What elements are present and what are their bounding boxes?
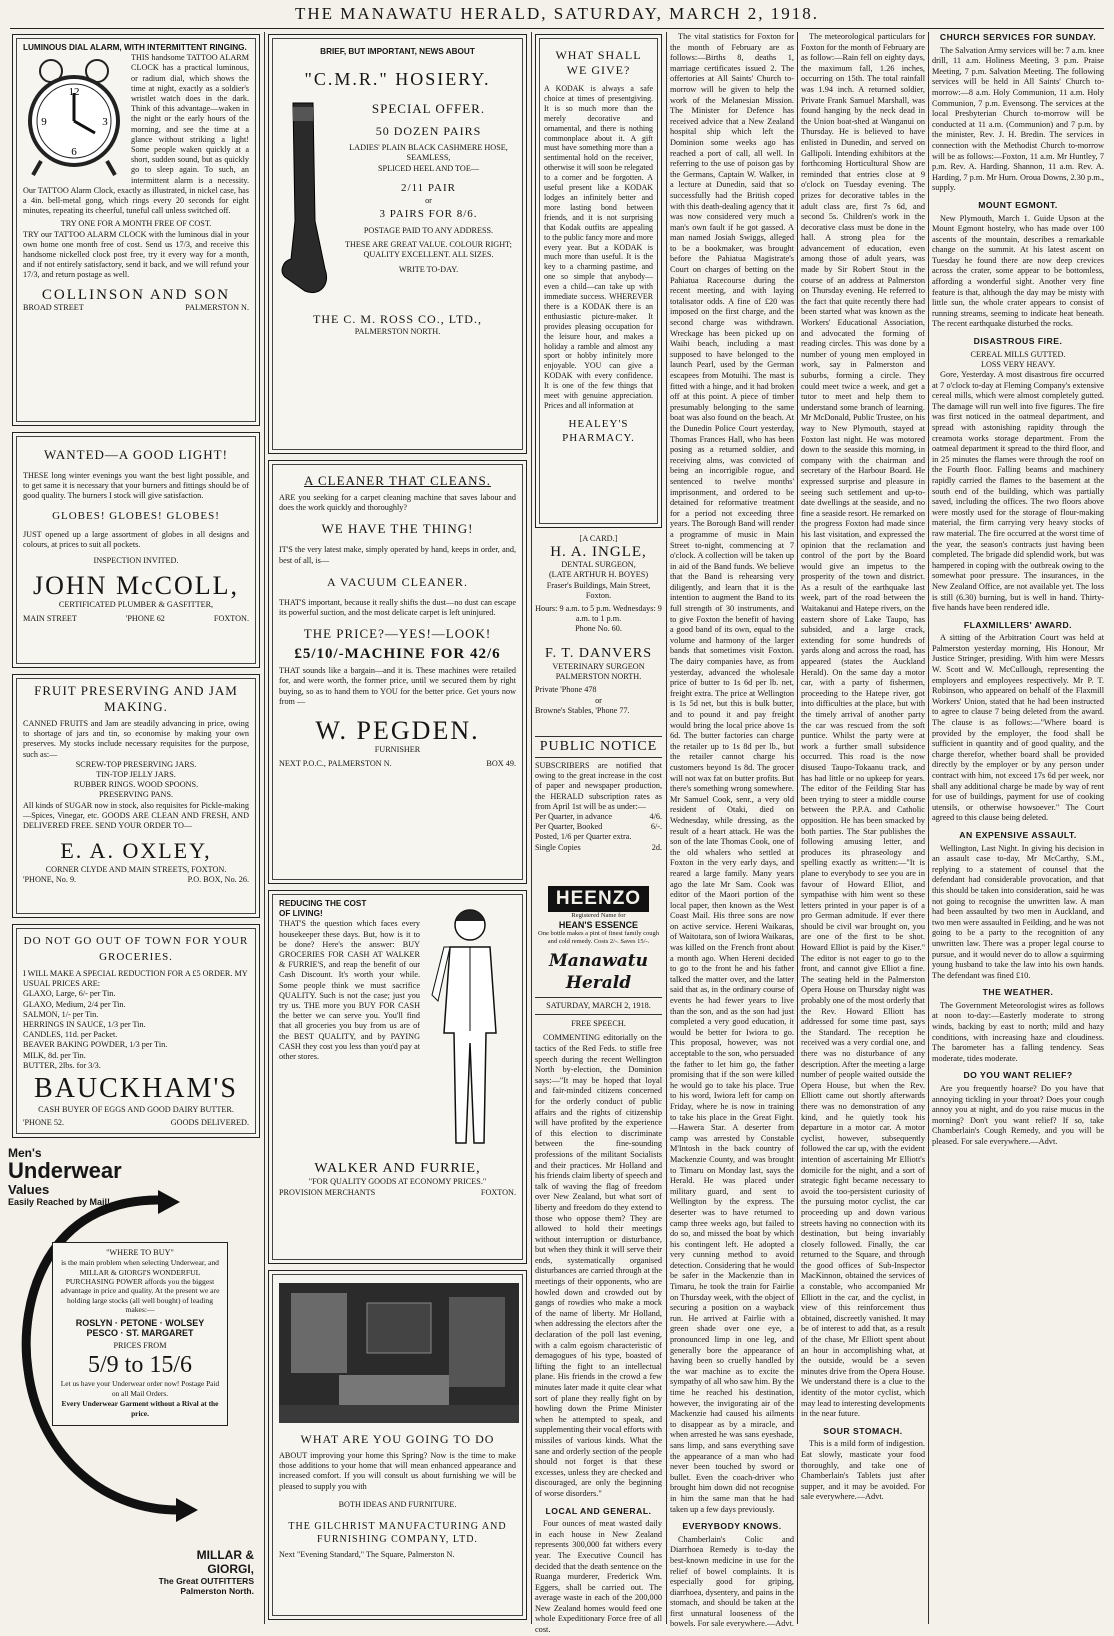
ad-write: WRITE TO-DAY. xyxy=(398,264,459,274)
ad-item: RUBBER RINGS. WOOD SPOONS. xyxy=(73,780,199,790)
price-item: BUTTER, 2lbs. for 3/3. xyxy=(23,1060,101,1070)
relief-body: Are you frequently hoarse? Do you have that annoying tickling in your throat? Does your cough annoy you at night, and do you raise mucus in the morning? Don't you want relief? If so, take Chamberlain's Cough Remedy, and you will be pleased. For sale everywhere.—Advt. xyxy=(932,1084,1104,1146)
svg-text:9: 9 xyxy=(41,116,47,129)
ad-town: FOXTON. xyxy=(213,614,249,624)
stocking-icon xyxy=(279,101,335,301)
ad-name: BAUCKHAM'S xyxy=(34,1073,238,1105)
column-rule xyxy=(264,32,265,1624)
ad-slogan: "FOR QUALITY GOODS AT ECONOMY PRICES." xyxy=(308,1177,487,1187)
ad-item: SCREW-TOP PRESERVING JARS. xyxy=(75,759,197,769)
ad-street: BROAD STREET xyxy=(23,302,84,312)
news-tail: This is a mild form of indigestion. Eat slowly, masticate your food thoroughly, and take one of Chamberlain's Tablets just after supper, and it may be avoided. For sale everywhere.—Advt. xyxy=(801,1439,925,1502)
man-figure-icon xyxy=(424,903,516,1153)
news-body: The meteorological particulars for Foxton for the month of February are as follow:—Rain fell on eighty days, the maximum fall, 1.26 inches, occurring on 15th. The total rainfall was 1.94 inch. A returned soldier, Private Frank Samuel Marshall, was found hanging by the neck dead in the Union boat-shed at Wanganui on Thursday. He is believed to have enlisted in Dunedin, and served on Gallipoli. Intending exhibitors at the forthcoming Horticultural Show are reminded that entries close at 9 o'clock on Tuesday evening. The prizes for decorative tables in the adult class are, first 7s 6d, and second 5s. Children's work in the decorative class must be done in the hall. A strong plea for the advancement of education, even among those of adult years, was made by Sir Robert Stout in the course of an address at Palmerston on Thursday evening. He referred to the fact that quite recently there had been started what was known as the Workers' Educational Association, and advocated the forming of reading circles. This was done by a number of young men employed in work, say in Palmerston and suburbs, forming a circle. They could meet twice a week, and get a tutor to meet and help them to understand some branch of learning. Mr McDonald, Public Trustee, on his way to New Plymouth, stayed at Foxton last night. He was motored down to the seaside this morning, in company with the chairman and secretary of the Harbour Board. He expressed surprise and pleasure in seeing such settlement and up-to-date dwellings at the seaside, and no fine a seaside resort. He remarked on the progress Foxton had made since his last visitation, and expressed the opinion that the reclamation and control of the port by the Board would give an impetus to the prosperity of the town and district. As a result of the earthquake last week, part of the road between the Waitakanui and Hatepe rivers, on the eastern shore of Lake Taupo, has subsided, and a large crack, extending for some hundreds of yards along and across the road, has appeared (states the Auckland Herald). On the same day a motor car, with a party of fishermen, proceeding to the Hatepe river, got into difficulties at the place, but with the timely arrival of another party the car was rescued from the soft puntice. Whilst the party were at work a further small subsidence occurred. This road is the now disused Taupo-Tokaanu track, and has had little or no upkeep for years. The editor of the Feilding Star has been trying to steer a middle course between the P.P.A. and Catholic opposition. He has been smacked by both parties. The Star publishes the following amusing letter, and produces its phraseology and spelling exactly as written:—"It is plane to everybody to see you are in favour of Howard Elliot, and sympathise with him went so these letters printed in your paper is of a pro German admitude. If ever there should be civil war brought on, you are one of the first to be shot. Howard Elliot is paid by the Kiser." The editor is not eager to go to the front, and cannot give Elliot a fine. The seating held in the Palmerston Opera House on Thursday night was probably one of the most orderly that the Rev. Howard Elliott has addressed for some time past, says the Standard. The reception he received was a very cordial one, and there was no disturbance of any description. After the meeting a large number of people waited outside the Opera House, but when the Rev. Elliott came out shortly afterwards there was no demonstration of any kind, and he quietly took his departure in a motor car. A motor cyclist, however, subsequently followed the car up, with the evident intention of ascertaining Mr Elliott's domicile for the night, and a sort of strategic fight became necessary to avoid the too-persistent curiosity of the pursuing motor cyclist, the car proceeding up and down various streets having no connection with its destination, but being invariably closely followed. Finally, the car returned to the Square, and through the good offices of Sub-Inspector MacKinnon, obtained the services of a constable, who accompanied Mr Elliott in the car, and the cyclist, in view of this reinforcement thus obtained, discreetly vanished. It may be of interest to add that, as a result of the chase, Mr Elliott spent about an hour in accomplishing what, at the outside, would be a seven minutes drive from the Opera House. We understand there is a clue to the identity of the motor cyclist, which may lead to interesting developments in the near future. xyxy=(801,32,925,1419)
dentist-phone: Phone No. 60. xyxy=(575,624,622,634)
section-heading: THE WEATHER. xyxy=(982,987,1054,998)
ad-value: THESE ARE GREAT VALUE. COLOUR RIGHT; QUALITY EXCELLENT. ALL SIZES. xyxy=(345,240,512,260)
ad-offer: TRY ONE FOR A MONTH FREE OF COST. xyxy=(60,219,212,229)
vet-or: or xyxy=(595,695,602,705)
ad-both: BOTH IDEAS AND FURNITURE. xyxy=(338,1499,457,1509)
rate-label: Single Copies xyxy=(535,842,581,852)
news-column-2 xyxy=(801,32,925,1624)
price-item: GLAXO, Medium, 2/4 per Tin. xyxy=(23,999,126,1009)
ad-body: I WILL MAKE A SPECIAL REDUCTION FOR A £5 ORDER. MY USUAL PRICES ARE: xyxy=(23,969,248,989)
local-body: Four ounces of meat wasted daily in each house in New Zealand represents 300,000 fat withers every year. The Executive Council has decided that the death sentence on the Ruanga murderer, Frederick Wm. Eggers, shall be carried out. The average waste in each of the 200,000 New Zealand homes would feed one whole Expeditionary Force free of all cost. xyxy=(535,1519,662,1635)
section-heading: CHURCH SERVICES FOR SUNDAY. xyxy=(939,32,1097,42)
ad-name: JOHN McCOLL, xyxy=(33,571,239,601)
ad-body-4: THAT sounds like a bargain—and it is. These machines were retailed for, and were worth, the former price, until we secured them by right buying, so as to hand them to YOU for the better price. Get yours now from — xyxy=(279,666,516,706)
ad-name: WALKER AND FURRIE, xyxy=(314,1161,481,1177)
ad-name: E. A. OXLEY, xyxy=(60,838,212,864)
column-rule xyxy=(797,32,798,1624)
ad-desc-2: SPLICED HEEL AND TOE— xyxy=(377,163,480,173)
column-rule xyxy=(531,32,532,1624)
dentist-name: H. A. INGLE, xyxy=(550,544,647,561)
column-rule xyxy=(666,32,667,1624)
ad-ross xyxy=(268,34,527,454)
ad-heading: A CLEANER THAT CLEANS. xyxy=(304,473,491,488)
section-heading: FLAXMILLERS' AWARD. xyxy=(963,619,1073,630)
ad-sub: Easily Reached by Mail! xyxy=(8,1197,111,1207)
ad-desc: LADIES' PLAIN BLACK CASHMERE HOSE, SEAMLESS, xyxy=(349,143,508,163)
ad-vacuum: A VACUUM CLEANER. xyxy=(327,574,468,589)
ad-body: THAT'S the question which faces every housekeeper these days. But, how is it to be done? Here's the answer: BUY GROCERIES FOR CASH AT WALKER & FURRIE'S, and reap the benefit of our Cash Discount. It's worth your while. Some people think we must sacrifice QUALITY. Such is not the case; just you try us. THE more you BUY FOR CASH the better we can serve you. You'll find that all groceries you buy from us are of the BEST QUALITY, and by PAYING CASH they cost you less than you'd pay at other stores. xyxy=(279,919,420,1062)
ad-town: PALMERSTON NORTH. xyxy=(354,327,441,337)
section-heading: MOUNT EGMONT. xyxy=(978,199,1058,210)
ad-body-2: TRY our TATTOO ALARM CLOCK with the luminous dial in your own home one month free of cost. Send us 17/3, and receive this handsome nickelled clock post free, try it every way for a month, and if not entirely satisfactory, send it back, and we will refund your 17/3, and return postage as well. xyxy=(23,229,249,280)
editorial-heading: FREE SPEECH. xyxy=(571,1019,626,1029)
ad-heenzo xyxy=(537,886,660,946)
rate-value: 4/6. xyxy=(649,812,662,822)
ad-heading: REDUCING THE COST OF LIVING! xyxy=(279,899,367,919)
ad-invite: INSPECTION INVITED. xyxy=(93,556,179,566)
ad-or: or xyxy=(425,195,432,205)
editorial-body: COMMENTING editorially on the tactics of the Red Feds. to stifle free speech during the recent Wellington North by-election, the Dominion says:—"It may be hoped that loyal and fair-minded citizens concerned for the orderly conduct of public affairs and the rights of citizenship will have profited by the experience of this election to discriminate between the fine-sounding professions of the militant Socialists and their practices. Mr Holland and his friends claim liberty of speech and talk of waving the flag of freedom over New Zealand, but what sort of liberty and freedom do they extend to those who oppose them? They are allowed to hold their meetings without interruption or disturbance, but when they think it will serve their ends, systematically organised disturbances are carried through at the meetings of their opponents, who are howled down and crowded out by gangs of rowdies who make a mock of the name of liberty. Mr Holland, when addressing the electors after the declaration of the poll last evening, with a calm egoism characteristic of demagogues of his type, boasted of lifting the fight to an intellectual plane. His friends in the crowd a few minutes later made it quite clear what sort of plane they really fight on by howling down the Prime Minister when he attempted to speak, and supplementing their vocal efforts with missiles of various kinds. What the sane and orderly section of the people should not forget is that these excesses, unless they are checked and discouraged, are only the beginning of worse disorders." xyxy=(535,1033,662,1498)
news-column-1 xyxy=(670,32,794,1629)
price-item: GLAXO, Large, 6/- per Tin. xyxy=(23,989,116,999)
ad-heading: WHAT SHALL WE GIVE? xyxy=(555,48,642,77)
heenzo-reg: Registered Name for xyxy=(571,912,626,919)
ad-name-2: GIORGI, xyxy=(207,1562,254,1576)
ad-heading: FRUIT PRESERVING AND JAM MAKING. xyxy=(34,683,238,714)
dentist-late: (LATE ARTHUR H. BOYES) xyxy=(548,570,649,580)
ad-thing: WE HAVE THE THING! xyxy=(321,521,474,537)
column-rule xyxy=(928,32,929,1624)
ad-price-2: 3 PAIRS FOR 8/6. xyxy=(379,208,478,221)
ad-sub: CASH BUYER OF EGGS AND GOOD DAIRY BUTTER. xyxy=(38,1105,234,1115)
ad-phone: 'PHONE 52. xyxy=(23,1118,65,1128)
ad-body: CANNED FRUITS and Jam are steadily advancing in price, owing to shortage of jars and tin, so economise by making your own preserves. My stocks include necessary requisites for the purpose, such as:— xyxy=(23,719,249,759)
price-item: MILK, 8d. per Tin. xyxy=(23,1050,86,1060)
price-item: SALMON, 1/- per Tin. xyxy=(23,1009,99,1019)
ad-walker xyxy=(268,890,527,1264)
furnished-room-image xyxy=(279,1283,519,1423)
ad-title-2: Underwear xyxy=(8,1158,122,1183)
news-tail: Chamberlain's Colic and Diarrhoea Remedy is to-day the best-known medicine in use for the relief of bowel complaints. It is especially good for griping, diarrhoea, dysentery, and pains in the stomach, and should be taken at the first unnatural looseness of the bowels. For sale everywhere.—Advt. xyxy=(670,1534,794,1629)
public-notice xyxy=(535,736,662,853)
price-item: HERRINGS IN SAUCE, 1/3 per Tin. xyxy=(23,1020,146,1030)
subheading: CEREAL MILLS GUTTED. xyxy=(970,349,1066,359)
ad-heading: WHAT ARE YOU GOING TO DO xyxy=(300,1432,495,1446)
ad-body-2: JUST opened up a large assortment of globes in all designs and colours, at prices to suit all pockets. xyxy=(23,529,249,549)
price-item: CANDLES, 11d. per Packet. xyxy=(23,1030,118,1040)
ad-heading: WANTED—A GOOD LIGHT! xyxy=(44,447,228,462)
svg-text:12: 12 xyxy=(68,86,80,99)
ad-pegden xyxy=(268,460,527,884)
vet-town: PALMERSTON NORTH. xyxy=(555,672,642,682)
notice-heading: PUBLIC NOTICE xyxy=(535,736,662,758)
heenzo-sub: HEAN'S ESSENCE xyxy=(558,920,639,930)
ad-gilchrist xyxy=(268,1270,527,1620)
vet-name: F. T. DANVERS xyxy=(544,646,653,661)
ad-healey xyxy=(535,34,662,528)
ad-brand: "C.M.R." HOSIERY. xyxy=(304,69,491,90)
ad-dozen: 50 DOZEN PAIRS xyxy=(375,124,482,139)
price: 5/9 to 15/6 xyxy=(87,1351,192,1378)
ingle-card xyxy=(535,534,662,635)
ad-trade: PROVISION MERCHANTS xyxy=(279,1187,376,1197)
ad-address: CORNER CLYDE AND MAIN STREETS, FOXTON. xyxy=(45,865,227,875)
ad-phone: 'PHONE 62 xyxy=(125,614,165,624)
brands: PESCO · ST. MARGARET xyxy=(86,1327,194,1338)
order: Let us have your Underwear order now! Postage Paid on all Mail Orders. xyxy=(60,1378,220,1399)
ad-collinson xyxy=(12,34,260,426)
ad-body-3: THAT'S important, because it really shifts the dust—no dust can escape its powerful suction, and the most delicate carpet is left uninjured. xyxy=(279,597,516,618)
ad-price-1: 2/11 PAIR xyxy=(401,181,456,194)
card-label: [A CARD.] xyxy=(579,534,618,543)
church-body: The Salvation Army services will be: 7 a.m. knee drill, 11 a.m. Holiness Meeting, 3 p.m. Praise Meeting, 7 p.m. Salvation Meeting. The following services will be held in All Saints' Church to-morrow:—8 a.m. Holy Communion, 11 a.m. Holy Communion, 7 p.m. Evensong. The services at the local Presbyterian Church to-morrow will be conducted at 11 a.m. (Communion) and 7 p.m. by the minister, Rev. J. H. Bredin. The services in connection with the Methodist Church to-morrow will be as follows:—Foxton, 11 a.m. Mr Huntley, 7 p.m. Rev. A. Harding. Shannon, 11 a.m. Rev. A. Harding, 7 p.m. Mr Hurn. Oroua Downs, 2.30 p.m., supply. xyxy=(932,45,1104,193)
section-heading: DISASTROUS FIRE. xyxy=(973,336,1063,347)
masthead: THE MANAWATU HERALD, SATURDAY, MARCH 2, 1918. xyxy=(294,4,820,23)
ad-item: PRESERVING PANS. xyxy=(98,790,174,800)
ad-box: BOX 49. xyxy=(486,759,516,769)
ad-delivered: GOODS DELIVERED. xyxy=(170,1118,249,1128)
egmont-body: New Plymouth, March 1. Guide Upson at the Mount Egmont hostelry, who has made over 100 ascents of the mountain, describes a remarkable change on the summit. At his latest ascent on Tuesday he found there are now deep crevices across the crater, some appear to be bottomless, affording a wonderful sight. Another very fine feature is that, although the day may be misty with little sun, the whole crater appears to consist of running streams, seeming to indicate heat beneath. The recent earthquake disturbed the rocks. xyxy=(932,213,1104,329)
rate-label: Posted, 1/6 per Quarter extra. xyxy=(535,832,632,842)
ad-name: W. PEGDEN. xyxy=(315,716,480,746)
ad-town: FOXTON. xyxy=(480,1187,516,1197)
paper-name: Manawatu Herald xyxy=(548,951,649,993)
ad-body: THESE long winter evenings you want the best light possible, and to get same it is necessary that your burners and fittings should be of good quality. The burners I stock will give satisfaction. xyxy=(23,471,249,501)
ad-postage: POSTAGE PAID TO ANY ADDRESS. xyxy=(363,226,494,236)
assault-body: Wellington, Last Night. In giving his decision in an assault case to-day, Mr McCarthy, S.M., replying to a statement of counsel that the defendant had considerable provocation, and that this should be taken into consideration, said he was not going to recognise the unwritten law. A man had been assaulted by two men in Auckland, and two men were assaulted in Feilding, and he was not going to be a party to the recognition of any unwritten law. There was a proper legal course to pursue, and it would never do to allow a squirming young husband to take the law into his own hands. The defendant was fined £10. xyxy=(932,843,1104,980)
ad-millar xyxy=(8,1146,260,1620)
brands: ROSLYN · PETONE · WOLSEY xyxy=(75,1317,205,1328)
ad-name-1: MILLAR & xyxy=(196,1548,254,1562)
ad-globes: GLOBES! GLOBES! GLOBES! xyxy=(52,509,220,522)
rate-value: 6/-. xyxy=(650,822,662,832)
prices-from: PRICES FROM xyxy=(113,1340,167,1350)
ad-address: NEXT P.O.C., PALMERSTON N. xyxy=(279,759,392,769)
heenzo-tag: One bottle makes a pint of finest family cough and cold remedy. Costs 2/-. Saves 15/-. xyxy=(538,930,659,945)
ad-special: SPECIAL OFFER. xyxy=(371,101,486,117)
section-heading: DO YOU WANT RELIEF? xyxy=(963,1070,1073,1081)
box-body: is the main problem when selecting Underwear, and MILLAR & GIORGI'S WONDERFUL PURCHASING POWER affords you the biggest advantage in price and quality. At the present we are holding large stocks (all well bought) of leading makes:— xyxy=(60,1258,220,1315)
ad-body: THIS handsome TATTOO ALARM CLOCK has a practical luminous, or radium dial, which shows the time at night, exactly as a soldier's wristlet watch does in the dark. Think of this advantage—waken in the night or the early hours of the morning, and see the time at a glance without striking a light! Some people waken quickly at a short, sudden sound, but as quickly go to sleep again. To such, an intermittent alarm is a necessity. Our TATTOO Alarm Clock, exactly as illustrated, in nickel case, has a 4in. bell-metal gong, which rings every 20 seconds for eight minutes, repeating its cheerful, tuneful call unless switched off. xyxy=(23,53,249,216)
price-item: BEAVER BAKING POWDER, 1/3 per Tin. xyxy=(23,1040,168,1050)
flax-body: A sitting of the Arbitration Court was held at Palmerston yesterday morning, His Honour, Mr Justice Stringer, presiding. With him were Messrs W. Scott and W. McCullough, representing the employers and employees respectively. Mr P. T. Robinson, who appeared on behalf of the Flaxmill Workers' Union, stated that he had been instructed to agree to clause 7 being deleted from the award. The clause is as follows:—"Where board is provided by the employer, the food shall be sufficient in quantity and of good quality, and the charge therefor, whether board shall be provided directly by the employer or by any person under contract with him, not exceed 17s 6d per week, nor shall any additional charge be made by way of rent for use of buildings, payment for use of cooking utensils, or otherwise howsoever." The Court agreed to this clause being deleted. xyxy=(932,633,1104,823)
ad-title-3: Values xyxy=(8,1182,50,1197)
ad-body: ABOUT improving your home this Spring? Now is the time to make those additions to your home that will mean enhanced appearance and increased comfort. If you will consult us about furnishing we will be pleased to supply you with xyxy=(279,1451,516,1491)
ad-body: A KODAK is always a safe choice at times of presentgiving. It is so much more than the merely decorative and ornamental, and there is nothing commonplace about it. A gift must have something more than a sentimental hold on the receiver, otherwise it will soon be relegated to a corner and be forgotten. A useful present like a KODAK lodges an infinitely better and more lasting bond between friends, and it is not surprising that Kodak outfits are appealing to the public fancy more and more every year. But a KODAK is much more than useful. It is the key to a charming pastime, and one so simple that anybody—even a child—can take up with immediate success. WHEREVER there is a KODAK there is an enthusiastic picture-maker. It provides pleasing occupation for the leisure hour, and makes a holiday a ramble and almost any sport or hobby infinitely more enjoyable. YOU can give a KODAK with every confidence. It is one of the few things that meet with genuine appreciation. Prices and all information at xyxy=(544,84,653,410)
ad-price-question: THE PRICE?—YES!—LOOK! xyxy=(303,626,492,642)
news-column-3 xyxy=(932,32,1104,1624)
heenzo-brand: HEENZO xyxy=(548,886,649,912)
ad-item: TIN-TOP JELLY JARS. xyxy=(96,770,176,780)
ad-heading: DO NOT GO OUT OF TOWN FOR YOUR GROCERIES. xyxy=(23,935,249,963)
vet-phone-1: Private 'Phone 478 xyxy=(535,685,597,695)
ad-mccoll xyxy=(12,432,260,668)
ad-body-2: All kinds of SUGAR now in stock, also requisites for Pickle-making—Spices, Vinegar, etc. GOODS ARE CLEAN AND FRESH, AND DELIVERED FREE. SEND YOUR ORDER TO— xyxy=(23,800,249,831)
ad-tag: The Great OUTFITTERS xyxy=(158,1576,254,1586)
rate-label: Per Quarter, in advance xyxy=(535,812,612,822)
section-heading: LOCAL AND GENERAL. xyxy=(545,1505,652,1516)
dentist-trade: DENTAL SURGEON, xyxy=(561,560,636,570)
rate-label: Per Quarter, Booked xyxy=(535,822,603,832)
ad-price: £5/10/-MACHINE FOR 42/6 xyxy=(294,646,501,663)
ad-trade: FURNISHER xyxy=(374,745,421,755)
ad-address: Next "Evening Standard," The Square, Palmerston N. xyxy=(279,1550,455,1560)
subheading: LOSS VERY HEAVY. xyxy=(980,359,1056,369)
svg-text:3: 3 xyxy=(102,116,108,129)
ad-heading: LUMINOUS DIAL ALARM, WITH INTERMITTENT RINGING. xyxy=(23,43,247,52)
box-title: "WHERE TO BUY" xyxy=(106,1248,174,1257)
section-heading: SOUR STOMACH. xyxy=(823,1425,903,1436)
ad-box xyxy=(52,1242,228,1426)
editorial-column xyxy=(535,950,662,1635)
ad-body-2: IT'S the very latest make, simply operated by hand, keeps in order, and, best of all, is— xyxy=(279,545,516,565)
vet-trade: VETERINARY SURGEON xyxy=(552,662,645,671)
rate-value: 2d. xyxy=(651,842,662,852)
ad-name: THE GILCHRIST MANUFACTURING AND FURNISHING COMPANY, LTD. xyxy=(288,1521,507,1546)
ad-name: THE C. M. ROSS CO., LTD., xyxy=(313,312,482,327)
ad-name: COLLINSON AND SON xyxy=(41,286,231,303)
dentist-address: Fraser's Buildings, Main Street, Foxton. xyxy=(546,580,651,600)
notice-body: SUBSCRIBERS are notified that owing to the great increase in the cost of paper and newspaper production, the HERALD subscription rates as from April 1st will be as under:— xyxy=(535,761,662,811)
weather-body: The Government Meteorologist wires as follows at noon to-day:—Easterly moderate to strong winds, backing by east to north; mild and hazy conditions, with increasing haze and cloudiness. The barometer has a falling tendency. Seas moderate, tides moderate. xyxy=(932,1000,1104,1063)
svg-text:6: 6 xyxy=(71,146,77,159)
ad-town: PALMERSTON N. xyxy=(185,302,249,312)
alarm-clock-icon xyxy=(23,57,125,179)
ad-phone: 'PHONE, No. 9. xyxy=(23,875,77,885)
ad-town: Palmerston North. xyxy=(180,1586,254,1596)
news-body: The vital statistics for Foxton for the month of February are as follows:—Births 8, deaths 1, marriage certificates issued 2. The offertories at All Saints' Church to-morrow will be given to help the work of the Melanesian Mission. The Minister for Defence has received advice that a New Zealand hospital ship which left the Dominion some weeks ago has reached a port of call, all well. In referring to the use of poison gas by the Germans, Captain W. Walker, in a lecture at Dunedin, said that so successfully had the British coped with this death-dealing agency that it was now considered very much a man's own fault if he got gassed. A man named Josiah Swiggs, alleged to be a bookmaker, was brought before the Pahiatua Magistrate's Court on charges of betting on the Pahiatua Racecourse during the recent meeting, and with laying totalisator odds. A fine of £20 was imposed on the first charge, and the second charge was withdrawn. Wreckage has been picked up on Waihi beach, including a mast supposed to have belonged to the launch Pearl, used by the German escapees from Motuihi. The mast is fitted with a hinge, and it had broken off at this point. A piece of timber presumably belonging to the same boat was also found on the beach. At the Dunedin Police Court yesterday, Thomas Frances Hall, who has been posing as a returned soldier, and receiving alms, was convicted of being an incorrigible rogue, and sentenced to twelve months' imprisonment, and ordered to be detained for reformative treatment for a period not exceeding three years. The Borough Band will render a programme of music in Main Street to-night, commencing at 7 o'clock. A collection will be taken up in aid of the Band funds. We believe that the Band is rehearsing very diligently, and learn that it is the intention to augment the Band to its full strength of 30 instruments, and to give Foxton the benefit of having a good band of its own, equal to the volume and harmony of the larger bands that sometimes visit Foxton. The dairy companies have, as from yesterday, advanced the wholesale price of butter to 1s 6d per lb. net, freight extra. The price at Wellington is 1s 5d net, but this is bulk butter, and to pound it and pay freight would bring the local price above 1s 6d. The butter factories can charge the retailer up to 1s 8d per lb., but the retailer cannot charge his customers beyond 1s 8d. The grocer will not wax fat on butter profits. But there's something wrong somewhere. Mr Samuel Cook, senr., a very old resident of Otaki, died on Wednesday, while dressing, as the result of a heart attack. He was the son of the late Thomas Cook, one of the old whalers who settled at Foxton in the very early days, and reared a large family. Many years ago the late Mr Sam. Cook was editor of the Maori portion of the local paper, then known as the West Coast Mail. His three sons are now on active service. Hereni Waikaras, of Waitotara, son of Iwiora Waikaras, was killed on the French front about a month ago. When Hereni decided to go to the front he and his father talked the matter over, and the latter said that as, in the ordinary course of events he had fewer years to live than the son, and as the son had just completed a very good education, it would be better for Iwiora to go. This proposal, however, was not acceptable to the son, who persuaded the father to let him go, the father promising that if the son were killed he would go to take his place. True to his word, Iwiora left for camp on Friday, where he is now in training to take his place in the Great Fight.—Hawera Star. A deserter from camp was arrested by Constable M'Intosh in the back country of Mackenzie County, and was brought to Timaru on Monday last, says the Herald. He was placed under military guard, and sent to Wellington by the express. The deserter was to have returned to camp three weeks ago, but failed to do so, and missed the boat by which his contingent left. He adopted a very cunning method to avoid detection. Considering that he would be safer in the Mackenzie than in Timaru, he took the train for Fairlie on Thursday week, with the object of securing a position on a wayback run. He arrived at Fairlie with a green shade over one eye, a pronounced limp in one leg, and generally bore the appearance of having been so cruelly handled by the war machine as to excite the sympathy of all who saw him. By the time he reached his destination, however, the invigorating air of the Mackenzie had caused his ailments to disappear as by a miracle, and when arrested he was sans eyeshade, sans limp, and sans everything save the appearance of a man who had never been touched by sword or bullet. Even the coach-driver who brought him down did not recognise in him the same man that he had taken up a few days previously. xyxy=(670,32,794,1514)
fire-body: Gore, Yesterday. A most disastrous fire occurred at 7 o'clock to-day at Fleming Company's extensive cereal mills, which were almost completely gutted. The damage will run well into five figures. The fire was first noticed in the oatmeal department, and spread with astonishing rapidity through the creamota works storage department. From the oatmeal department it spread to the third floor, and in 25 minutes the flames were through the roof on the Fourth floor. Falling beams and machinery rapidly carried the flames to the basement at the south end of the building, which was partially saved, including the offices. The two floors above were mostly used for the storage of flour-making material, the firm carrying very heavy stocks of raw material. The fire occurred at the worst time of the year, the season's contracts just having been completed. The brigade did splendid work, but was hampered in coping with the outbreak owing to the somewhat poor pressure. The insurances, in the New Zealand Office, are not available yet. The loss is still (6.30) burning, but is well in hand. Thirty-five hands have been rendered idle. xyxy=(932,370,1104,613)
dentist-hours: Hours: 9 a.m. to 5 p.m. Wednesdays: 9 a.m. to 1 p.m. xyxy=(535,604,662,624)
ad-title-1: Men's xyxy=(8,1146,42,1160)
ad-heading: BRIEF, BUT IMPORTANT, NEWS ABOUT xyxy=(320,47,475,56)
ad-street: MAIN STREET xyxy=(23,614,77,624)
masthead-rule xyxy=(10,28,1104,29)
ad-bauckham xyxy=(12,924,260,1138)
ad-trade: CERTIFICATED PLUMBER & GASFITTER, xyxy=(58,600,214,610)
ad-box: P.O. BOX, No. 26. xyxy=(187,875,249,885)
section-heading: EVERYBODY KNOWS. xyxy=(682,1521,782,1532)
refund: Every Underwear Garment without a Rival at the price. xyxy=(61,1399,219,1419)
editorial-date: SATURDAY, MARCH 2, 1918. xyxy=(546,1001,651,1010)
ad-name: HEALEY'S PHARMACY. xyxy=(562,417,635,444)
section-heading: AN EXPENSIVE ASSAULT. xyxy=(959,829,1077,840)
ad-body: ARE you seeking for a carpet cleaning machine that saves labour and does the work quickly and thoroughly? xyxy=(279,493,516,513)
vet-phone-2: Browne's Stables, 'Phone 77. xyxy=(535,705,630,715)
ad-oxley xyxy=(12,674,260,918)
danvers-card xyxy=(535,646,662,716)
